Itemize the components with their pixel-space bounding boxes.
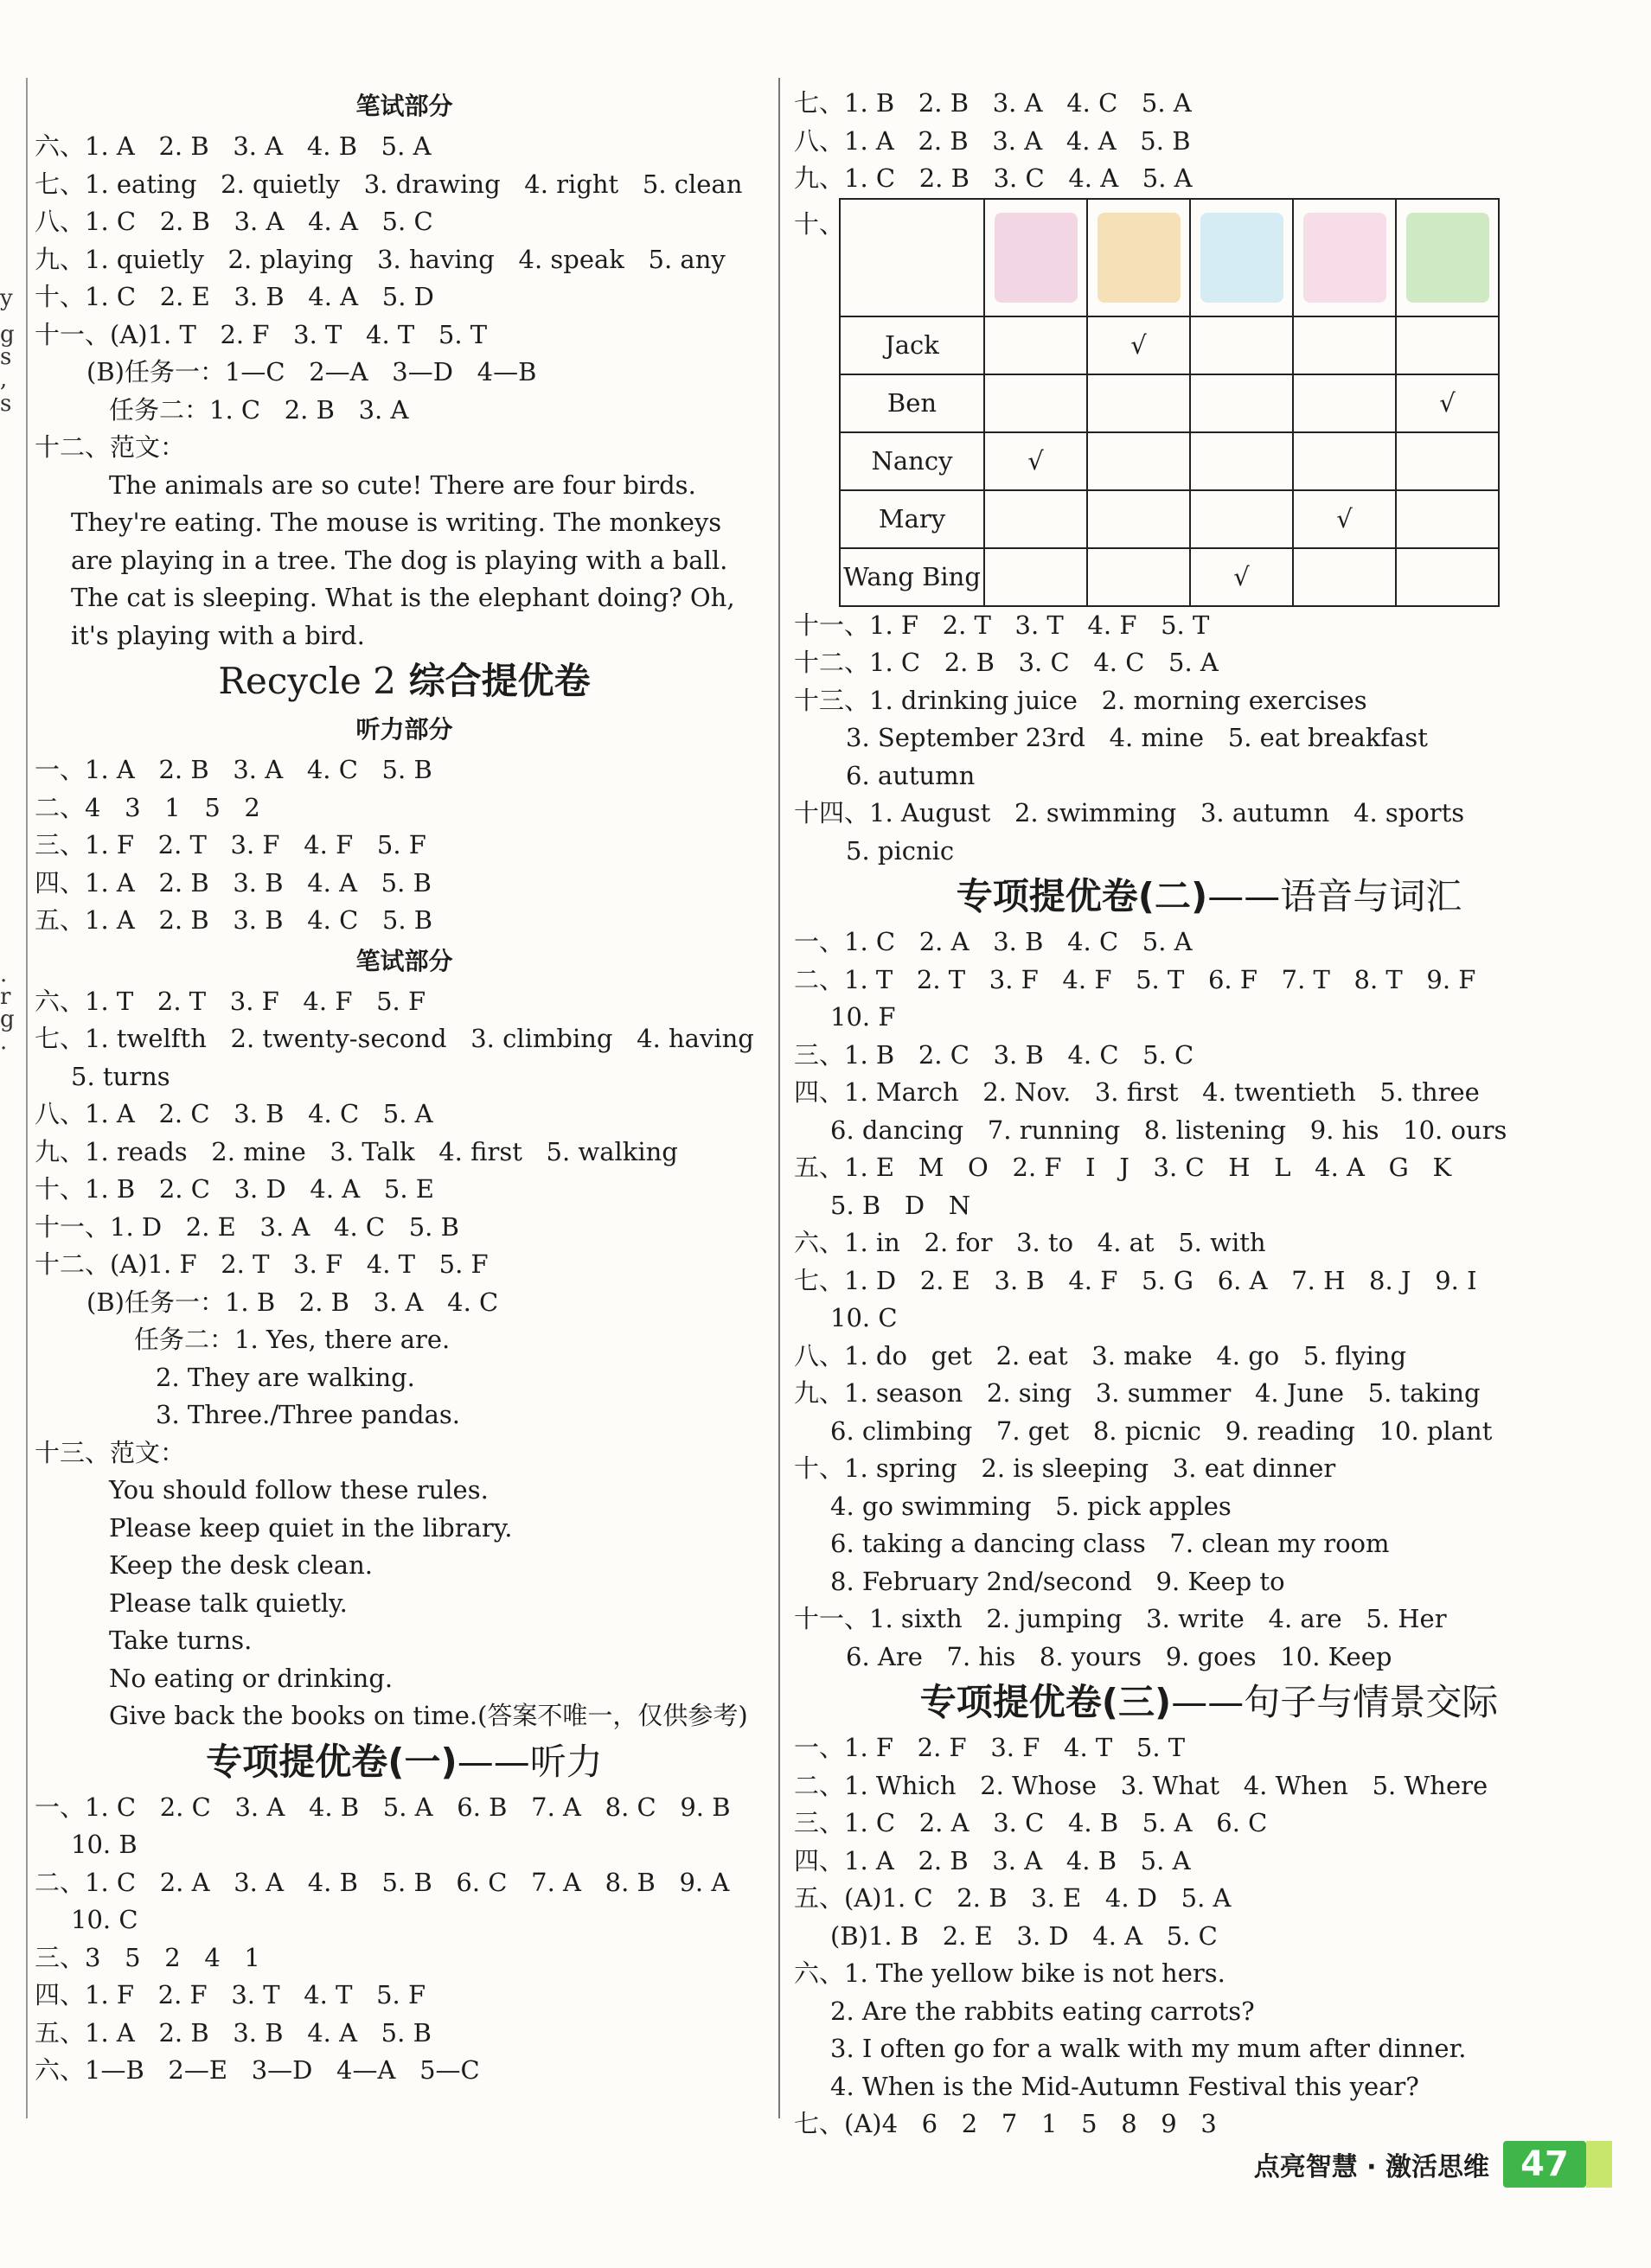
answer-line: Please keep quiet in the library. — [109, 1512, 513, 1543]
answer-line: 二、4 3 1 5 2 — [35, 792, 260, 822]
student-name: Nancy — [840, 432, 984, 490]
answer-line: 三、3 5 2 4 1 — [35, 1942, 260, 1972]
answer-line: 一、1. F 2. F 3. F 4. T 5. T — [794, 1733, 1186, 1762]
check-cell: √ — [1396, 374, 1499, 432]
answer-line: 三、1. B 2. C 3. B 4. C 5. C — [794, 1039, 1194, 1070]
check-cell — [1293, 548, 1396, 606]
title-subject: ——听力 — [457, 1740, 603, 1783]
footer-brand: 点亮智慧 · 激活思维 — [1253, 2152, 1489, 2182]
answer-line: 6. autumn — [846, 760, 976, 790]
margin-fragment: , — [0, 367, 8, 393]
title-english: Recycle 2 — [218, 660, 396, 702]
answer-line: 四、1. March 2. Nov. 3. first 4. twentieth 5. three — [794, 1077, 1480, 1107]
answer-line: Take turns. — [109, 1626, 253, 1655]
answer-line: 九、1. C 2. B 3. C 4. A 5. A — [794, 163, 1193, 193]
check-cell — [1396, 316, 1499, 374]
answer-line: 五、(A)1. C 2. B 3. E 4. D 5. A — [794, 1883, 1232, 1913]
answer-line: 二、1. Which 2. Whose 3. What 4. When 5. Where — [794, 1770, 1488, 1800]
left-margin-rule — [26, 78, 28, 2118]
title-chinese: 专项提优卷(二) — [956, 875, 1208, 917]
answer-line: 七、1. D 2. E 3. B 4. F 5. G 6. A 7. H 8. J 9. I — [794, 1265, 1477, 1295]
answer-line: 八、1. A 2. B 3. A 4. A 5. B — [794, 125, 1191, 156]
answer-line: 七、1. eating 2. quietly 3. drawing 4. right 5. clean — [35, 169, 743, 199]
answer-line: Please talk quietly. — [109, 1588, 348, 1618]
answer-line: 八、1. C 2. B 3. A 4. A 5. C — [35, 207, 433, 236]
answer-line: 6. taking a dancing class 7. clean my room — [830, 1529, 1390, 1558]
margin-fragment: y — [0, 285, 13, 311]
answer-line: 十一、1. sixth 2. jumping 3. write 4. are 5. Her — [794, 1604, 1447, 1633]
check-cell: √ — [984, 432, 1087, 490]
column-divider — [778, 78, 780, 2118]
answer-line: The cat is sleeping. What is the elephant doing? Oh, — [71, 583, 735, 612]
preference-table-block — [794, 198, 1624, 607]
answer-line: 5. picnic — [846, 835, 955, 866]
answer-line: 七、(A)4 6 2 7 1 5 8 9 3 — [794, 2109, 1217, 2138]
answer-line: 十四、1. August 2. swimming 3. autumn 4. sports — [794, 798, 1465, 827]
check-cell — [1190, 374, 1293, 432]
answer-line: 二、1. T 2. T 3. F 4. F 5. T 6. F 7. T 8. T 9. F — [794, 964, 1476, 994]
answer-line: 一、1. C 2. A 3. B 4. C 5. A — [794, 927, 1193, 956]
kids-at-picnic-illustration — [1406, 213, 1489, 303]
student-name: Mary — [840, 490, 984, 548]
check-cell — [984, 490, 1087, 548]
picture-cell — [1293, 199, 1396, 316]
margin-fragment: g — [0, 322, 15, 348]
student-name: Wang Bing — [840, 548, 984, 606]
answer-line: (B)任务一：1—C 2—A 3—D 4—B — [86, 357, 537, 387]
table-row — [840, 374, 1499, 432]
answer-line: 2. They are walking. — [156, 1362, 415, 1392]
check-cell — [1293, 374, 1396, 432]
answer-line: (B)1. B 2. E 3. D 4. A 5. C — [830, 1920, 1218, 1951]
title-chinese: 专项提优卷(三) — [919, 1681, 1172, 1723]
answer-line: (B)任务一：1. B 2. B 3. A 4. C — [86, 1287, 499, 1317]
answer-line: 四、1. F 2. F 3. T 4. T 5. F — [35, 1980, 426, 2009]
answer-line: 一、1. A 2. B 3. A 4. C 5. B — [35, 755, 432, 784]
check-cell — [1087, 374, 1190, 432]
check-cell — [1190, 316, 1293, 374]
test-title — [794, 1676, 1624, 1729]
answer-line: 6. climbing 7. get 8. picnic 9. reading 10. plant — [830, 1415, 1493, 1446]
student-name: Jack — [840, 316, 984, 374]
answer-line: 3. Three./Three pandas. — [156, 1400, 460, 1429]
title-subject: ——句子与情景交际 — [1171, 1681, 1499, 1723]
check-cell — [1293, 316, 1396, 374]
title-chinese: 综合提优卷 — [408, 660, 591, 702]
table-row — [840, 316, 1499, 374]
check-cell — [984, 374, 1087, 432]
answer-line: 十、1. B 2. C 3. D 4. A 5. E — [35, 1174, 434, 1204]
answer-line: 十三、1. drinking juice 2. morning exercises — [794, 685, 1367, 715]
answer-line: They're eating. The mouse is writing. The monkeys — [71, 508, 722, 537]
margin-fragment: g — [0, 1006, 15, 1032]
answer-line: The animals are so cute! There are four birds. — [109, 470, 696, 500]
check-cell — [1087, 490, 1190, 548]
test-title — [35, 1735, 774, 1789]
answer-line: 十二、1. C 2. B 3. C 4. C 5. A — [794, 648, 1219, 677]
answer-line: 六、1. The yellow bike is not hers. — [794, 1958, 1225, 1988]
answer-line: 二、1. C 2. A 3. A 4. B 5. B 6. C 7. A 8. B 9. A — [35, 1867, 730, 1897]
answer-line: 4. go swimming 5. pick apples — [830, 1491, 1232, 1521]
answer-line: 10. B — [71, 1830, 138, 1859]
page-footer — [1254, 2141, 1612, 2188]
answer-line: 九、1. reads 2. mine 3. Talk 4. first 5. walking — [35, 1136, 678, 1166]
answer-line: 五、1. E M O 2. F I J 3. C H L 4. A G K — [794, 1153, 1452, 1182]
section-heading: 听力部分 — [355, 715, 453, 744]
answer-line: it's playing with a bird. — [71, 620, 365, 650]
picture-cell — [984, 199, 1087, 316]
girl-dancing-illustration — [1303, 213, 1386, 303]
section-heading: 笔试部分 — [355, 92, 453, 120]
answer-line: 3. September 23rd 4. mine 5. eat breakfast — [846, 723, 1428, 752]
check-cell: √ — [1293, 490, 1396, 548]
answer-line: 九、1. season 2. sing 3. summer 4. June 5. taking — [794, 1378, 1481, 1408]
test-title — [794, 870, 1624, 923]
student-name: Ben — [840, 374, 984, 432]
answer-line: 六、1. T 2. T 3. F 4. F 5. F — [35, 986, 426, 1016]
picture-cell — [1396, 199, 1499, 316]
answer-line: 十三、范文： — [35, 1437, 186, 1467]
answer-line: 八、1. do get 2. eat 3. make 4. go 5. flying — [794, 1340, 1407, 1370]
check-cell — [1396, 490, 1499, 548]
answer-line: 6. Are 7. his 8. yours 9. goes 10. Keep — [846, 1641, 1392, 1671]
check-cell — [1087, 548, 1190, 606]
answer-line: are playing in a tree. The dog is playing with a ball. — [71, 545, 728, 575]
answer-line: 五、1. A 2. B 3. B 4. C 5. B — [35, 905, 433, 935]
answer-line: 10. C — [71, 1905, 138, 1934]
answer-line: 十二、(A)1. F 2. T 3. F 4. T 5. F — [35, 1249, 489, 1279]
check-cell — [1396, 548, 1499, 606]
answer-line: 十一、(A)1. T 2. F 3. T 4. T 5. T — [35, 319, 488, 349]
answer-line: 四、1. A 2. B 3. B 4. A 5. B — [35, 867, 432, 898]
answer-line: 十二、范文： — [35, 432, 186, 462]
check-cell — [984, 316, 1087, 374]
answer-line: 八、1. A 2. C 3. B 4. C 5. A — [35, 1099, 433, 1128]
answer-line: 6. dancing 7. running 8. listening 9. his 10. ours — [830, 1115, 1507, 1145]
page-number: 47 — [1503, 2141, 1586, 2188]
answer-line: 10. C — [830, 1303, 898, 1332]
table-row — [840, 432, 1499, 490]
answer-line: Give back the books on time.(答案不唯一，仅供参考) — [109, 1701, 748, 1730]
answer-line: 十、1. spring 2. is sleeping 3. eat dinner — [794, 1453, 1336, 1483]
picture-cell — [1190, 199, 1293, 316]
section-heading: 笔试部分 — [355, 946, 453, 975]
answer-line: 3. I often go for a walk with my mum after dinner. — [830, 2034, 1467, 2063]
table-section-label: 十、 — [794, 208, 845, 239]
check-cell — [1190, 490, 1293, 548]
check-cell — [1396, 432, 1499, 490]
margin-fragment: r — [0, 984, 11, 1010]
test-title — [35, 655, 774, 708]
answer-line: 4. When is the Mid-Autumn Festival this year? — [830, 2071, 1419, 2101]
check-cell — [1087, 432, 1190, 490]
answer-line: 十一、1. D 2. E 3. A 4. C 5. B — [35, 1211, 459, 1242]
answer-line: 十、1. C 2. E 3. B 4. A 5. D — [35, 282, 434, 311]
answer-line: 四、1. A 2. B 3. A 4. B 5. A — [794, 1845, 1191, 1875]
check-cell — [1293, 432, 1396, 490]
page-number-tab — [1586, 2141, 1612, 2188]
answer-line: 任务二：1. C 2. B 3. A — [109, 394, 409, 425]
title-chinese: 专项提优卷(一) — [206, 1740, 458, 1783]
margin-fragment: . — [0, 1029, 8, 1055]
answer-line: 六、1. A 2. B 3. A 4. B 5. A — [35, 131, 432, 161]
right-column — [794, 85, 1624, 2143]
picture-row — [840, 199, 1499, 316]
answer-line: 十一、1. F 2. T 3. T 4. F 5. T — [794, 610, 1210, 640]
answer-line: 六、1. in 2. for 3. to 4. at 5. with — [794, 1228, 1266, 1257]
answer-line: No eating or drinking. — [109, 1663, 394, 1693]
table-row — [840, 548, 1499, 606]
margin-fragment: . — [0, 962, 8, 987]
answer-line: 三、1. C 2. A 3. C 4. B 5. A 6. C — [794, 1808, 1268, 1837]
answer-line: You should follow these rules. — [109, 1475, 489, 1505]
answer-line: 五、1. A 2. B 3. B 4. A 5. B — [35, 2017, 432, 2048]
check-cell: √ — [1087, 316, 1190, 374]
answer-line: 七、1. twelfth 2. twenty-second 3. climbing 4. having — [35, 1024, 754, 1053]
answer-line: 5. B D N — [830, 1190, 971, 1220]
margin-fragment: s — [0, 391, 12, 417]
check-cell — [1190, 432, 1293, 490]
table-row — [840, 490, 1499, 548]
kids-in-supermarket-illustration — [1200, 213, 1283, 303]
answer-line: 九、1. quietly 2. playing 3. having 4. speak 5. any — [35, 244, 726, 274]
answer-line: 七、1. B 2. B 3. A 4. C 5. A — [794, 88, 1192, 118]
margin-fragment: s — [0, 344, 12, 370]
answer-line: 六、1—B 2—E 3—D 4—A 5—C — [35, 2055, 480, 2085]
answer-line: 10. F — [830, 1002, 896, 1032]
answer-line: 5. turns — [71, 1061, 170, 1091]
boy-reading-book-illustration — [1097, 213, 1181, 303]
answer-line: Keep the desk clean. — [109, 1550, 373, 1580]
picture-cell — [1087, 199, 1190, 316]
check-cell: √ — [1190, 548, 1293, 606]
preference-table — [839, 198, 1500, 607]
right-top-answers — [794, 85, 1624, 198]
answer-line: 8. February 2nd/second 9. Keep to — [830, 1566, 1285, 1596]
answer-line: 三、1. F 2. T 3. F 4. F 5. F — [35, 830, 426, 859]
right-bottom-answers — [794, 607, 1624, 2143]
girl-listening-to-music-illustration — [995, 213, 1078, 303]
answer-line: 任务二：1. Yes, there are. — [134, 1325, 451, 1354]
title-subject: ——语音与词汇 — [1207, 875, 1462, 917]
answer-line: 2. Are the rabbits eating carrots? — [830, 1996, 1255, 2026]
check-cell — [984, 548, 1087, 606]
answer-line: 一、1. C 2. C 3. A 4. B 5. A 6. B 7. A 8. C 9. B — [35, 1792, 731, 1822]
table-corner-cell — [840, 199, 984, 316]
left-column — [35, 85, 774, 2090]
